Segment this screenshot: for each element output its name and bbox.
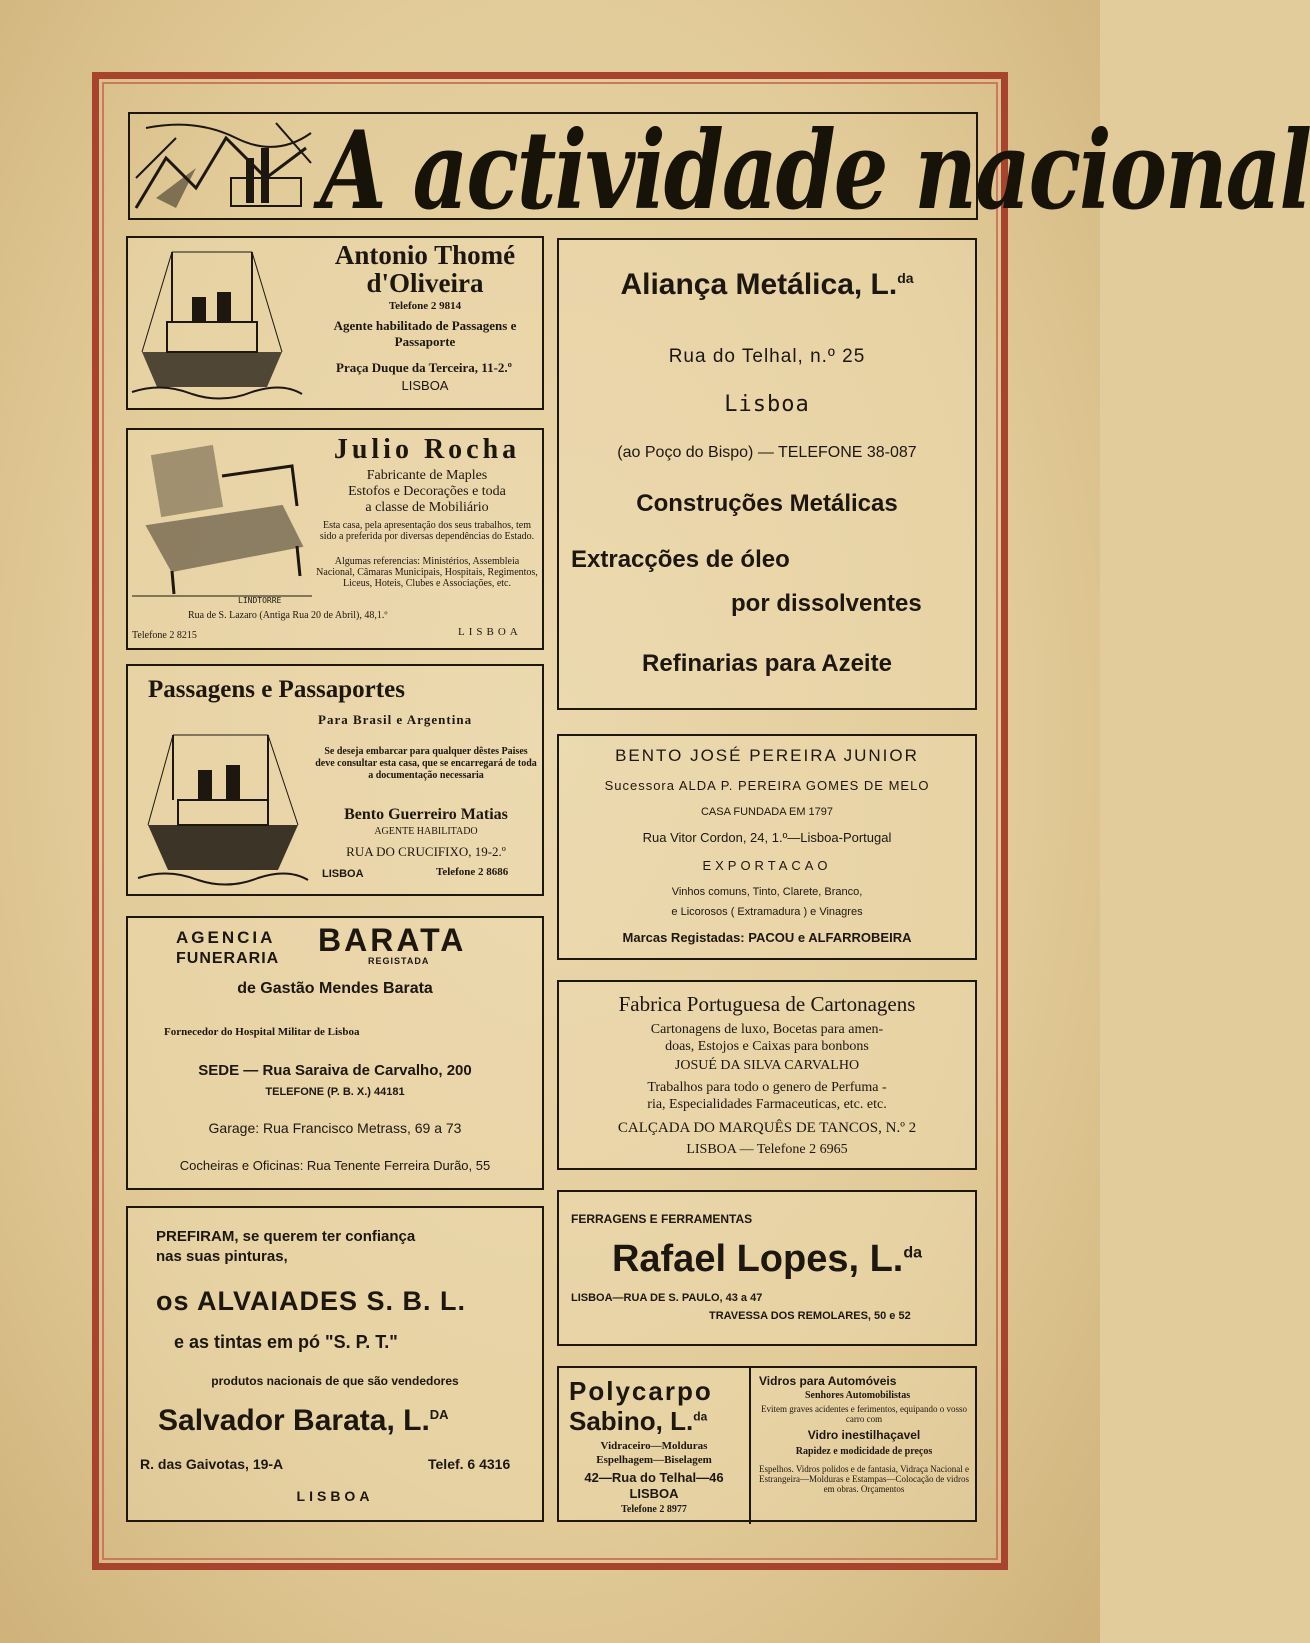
description-4: ria, Especialidades Farmaceuticas, etc. etc. (647, 1097, 887, 1112)
vendor-name-text: Salvador Barata, L. (158, 1404, 430, 1437)
description: Se deseja embarcar para qualquer dêstes Paises deve consultar esta casa, que se encarregará de toda a documentação necessaria (315, 746, 537, 781)
supplier-note: Fornecedor do Hospital Militar de Lisboa (164, 1026, 360, 1038)
garage-address: Garage: Rua Francisco Metrass, 69 a 73 (208, 1120, 462, 1136)
service-3: por dissolventes (731, 590, 922, 617)
company-name-1: Polycarpo (569, 1376, 713, 1406)
tagline-1: Fabricante de Maples (366, 468, 488, 483)
phone-number: TELEFONE (P. B. X.) 44181 (265, 1086, 405, 1098)
company-name-text: Sabino, L. (569, 1406, 694, 1436)
ad-agencia-funeraria-barata (126, 916, 544, 1190)
company-name: Antonio Thomé (334, 240, 516, 270)
product-name: os ALVAIADES S. B. L. (156, 1286, 467, 1316)
address: Praça Duque da Terceira, 11-2.º (336, 360, 512, 375)
ad-antonio-thome (126, 236, 544, 410)
registered-label: REGISTADA (368, 956, 430, 966)
successor: Sucessora ALDA P. PEREIRA GOMES DE MELO (604, 778, 930, 793)
industry-illustration-icon (136, 118, 316, 214)
city: Lisboa (724, 392, 810, 417)
speed-price-note: Rapidez e modicidade de preços (795, 1446, 933, 1457)
ad-polycarpo-sabino (557, 1366, 977, 1522)
automobile-glass-title: Vidros para Automóveis (759, 1374, 897, 1388)
city-phone: LISBOA — Telefone 2 6965 (686, 1142, 848, 1157)
company-name-suffix: da (693, 1409, 708, 1424)
automobile-glass-text: Evitem graves acidentes e ferimentos, equipando o vosso carro com (761, 1404, 967, 1424)
steamship-icon (138, 730, 308, 890)
description-3: Trabalhos para todo o genero de Perfuma - (647, 1080, 887, 1095)
agent-name: Bento Guerreiro Matias (344, 806, 508, 823)
business-description: Agente habilitado de Passagens e Passaporte (333, 318, 517, 349)
ad-subtitle: Para Brasil e Argentina (318, 712, 473, 727)
workshop-address: Cocheiras e Oficinas: Rua Tenente Ferreira Durão, 55 (179, 1158, 491, 1173)
column-divider (749, 1368, 751, 1524)
address-1: LISBOA—RUA DE S. PAULO, 43 a 47 (571, 1292, 763, 1304)
services-list: Espelhos. Vidros polidos e de fantasia, Vidraça Nacional e Estrangeira—Molduras e Estampas—Colocação de vidros em obras. Orçamentos (758, 1464, 970, 1494)
phone-number: Telef. 6 4316 (428, 1456, 511, 1472)
wines-1: Vinhos comuns, Tinto, Clarete, Branco, (671, 886, 863, 898)
phone-number: Telefone 2 8215 (132, 630, 197, 641)
company-name-2: d'Oliveira (366, 268, 484, 298)
artist-signature: LINDTORRE (238, 596, 282, 605)
vendor-note: produtos nacionais de que são vendedores (211, 1374, 459, 1388)
company-name-suffix: da (903, 1244, 923, 1262)
steamship-icon (132, 242, 302, 404)
address: 42—Rua do Telhal—46 (584, 1470, 724, 1485)
company-name: Julio Rocha (333, 434, 521, 465)
product-paint: e as tintas em pó "S. P. T." (174, 1332, 398, 1352)
owner: de Gastão Mendes Barata (237, 980, 433, 997)
tagline-3: a classe de Mobiliário (365, 500, 489, 515)
trade-2: Espelhagem—Biselagem (596, 1454, 712, 1466)
vendor-name (158, 1404, 449, 1438)
page-header (128, 108, 1310, 235)
slogan-2: nas suas pinturas, (156, 1248, 288, 1265)
shatterproof-glass: Vidro inestilhaçavel (807, 1428, 921, 1442)
service-2: Extracções de óleo (571, 546, 790, 573)
address: RUA DO CRUCIFIXO, 19-2.º (346, 844, 506, 859)
owner: JOSUÉ DA SILVA CARVALHO (674, 1058, 860, 1073)
company-name-text: Aliança Metálica, L. (620, 268, 898, 301)
headquarters-address: SEDE — Rua Saraiva de Carvalho, 200 (198, 1062, 472, 1079)
city: LISBOA (458, 626, 522, 638)
phone-number: Telefone 2 9814 (388, 300, 462, 312)
phone-number: (ao Poço do Bispo) — TELEFONE 38-087 (617, 444, 917, 461)
export-label: EXPORTACAO (702, 858, 832, 873)
phone-number: Telefone 2 8686 (436, 866, 509, 878)
company-name-text: Rafael Lopes, L. (611, 1238, 904, 1280)
company-name (559, 1238, 975, 1281)
description: Esta casa, pela apresentação dos seus trabalhos, tem sido a preferida por diversas dependências do Estado. (319, 520, 535, 542)
armchair-icon (132, 436, 312, 606)
company-name-suffix: da (897, 270, 914, 286)
ad-rafael-lopes (557, 1190, 977, 1346)
tagline-2: Estofos e Decorações e toda (348, 484, 506, 499)
ad-alianca-metalica (557, 238, 977, 710)
agent-role: AGENTE HABILITADO (374, 826, 478, 837)
ad-fabrica-cartonagens (557, 980, 977, 1170)
slogan-1: PREFIRAM, se querem ter confiança (156, 1228, 416, 1245)
ad-title: Passagens e Passaportes (148, 676, 405, 703)
city: LISBOA (401, 378, 449, 393)
city: LISBOA (629, 1486, 679, 1501)
street: Rua do Telhal, n.º 25 (668, 346, 866, 367)
agencia-label: AGENCIA (176, 928, 276, 947)
address: Rua Vitor Cordon, 24, 1.º—Lisboa-Portugal (642, 830, 892, 845)
address: Rua de S. Lazaro (Antiga Rua 20 de Abril), 48,1.º (188, 610, 388, 621)
funeraria-label: FUNERARIA (176, 950, 280, 967)
references: Algumas referencias: Ministérios, Assembleia Nacional, Câmaras Municipais, Hospitais, Regimentos, Liceus, Hoteis, Clubes e Associações, etc. (316, 556, 538, 589)
automobile-glass-subtitle: Senhores Automobilistas (805, 1390, 911, 1401)
city: LISBOA (322, 868, 364, 880)
city: LISBOA (296, 1488, 374, 1504)
ad-bento-jose-pereira (557, 734, 977, 960)
founded-year: CASA FUNDADA EM 1797 (700, 806, 834, 818)
business-type: FERRAGENS E FERRAMENTAS (571, 1212, 753, 1226)
ad-salvador-barata (126, 1206, 544, 1522)
address: R. das Gaivotas, 19-A (140, 1456, 284, 1472)
vendor-name-suffix: DA (429, 1407, 449, 1422)
brand-name: BARATA (318, 922, 467, 958)
service-1: Construções Metálicas (636, 490, 898, 517)
address-2: TRAVESSA DOS REMOLARES, 50 e 52 (709, 1310, 911, 1322)
ad-julio-rocha (126, 428, 544, 650)
description-2: doas, Estojos e Caixas para bonbons (665, 1039, 869, 1054)
service-4: Refinarias para Azeite (642, 650, 892, 677)
page-title: A actividade nacional (320, 108, 1310, 235)
wines-2: e Licorosos ( Extramadura ) e Vinagres (671, 906, 863, 918)
company-name: Fabrica Portuguesa de Cartonagens (618, 992, 916, 1016)
company-name (559, 268, 975, 302)
trade-1: Vidraceiro—Molduras (600, 1440, 708, 1452)
phone-number: Telefone 2 8977 (621, 1504, 687, 1515)
company-name: BENTO JOSÉ PEREIRA JUNIOR (615, 746, 919, 765)
company-name-2 (569, 1406, 707, 1437)
address: CALÇADA DO MARQUÊS DE TANCOS, N.º 2 (617, 1120, 917, 1136)
ad-passagens-passaportes (126, 664, 544, 896)
registered-brands: Marcas Registadas: PACOU e ALFARROBEIRA (622, 930, 912, 945)
description-1: Cartonagens de luxo, Bocetas para amen- (650, 1022, 884, 1037)
